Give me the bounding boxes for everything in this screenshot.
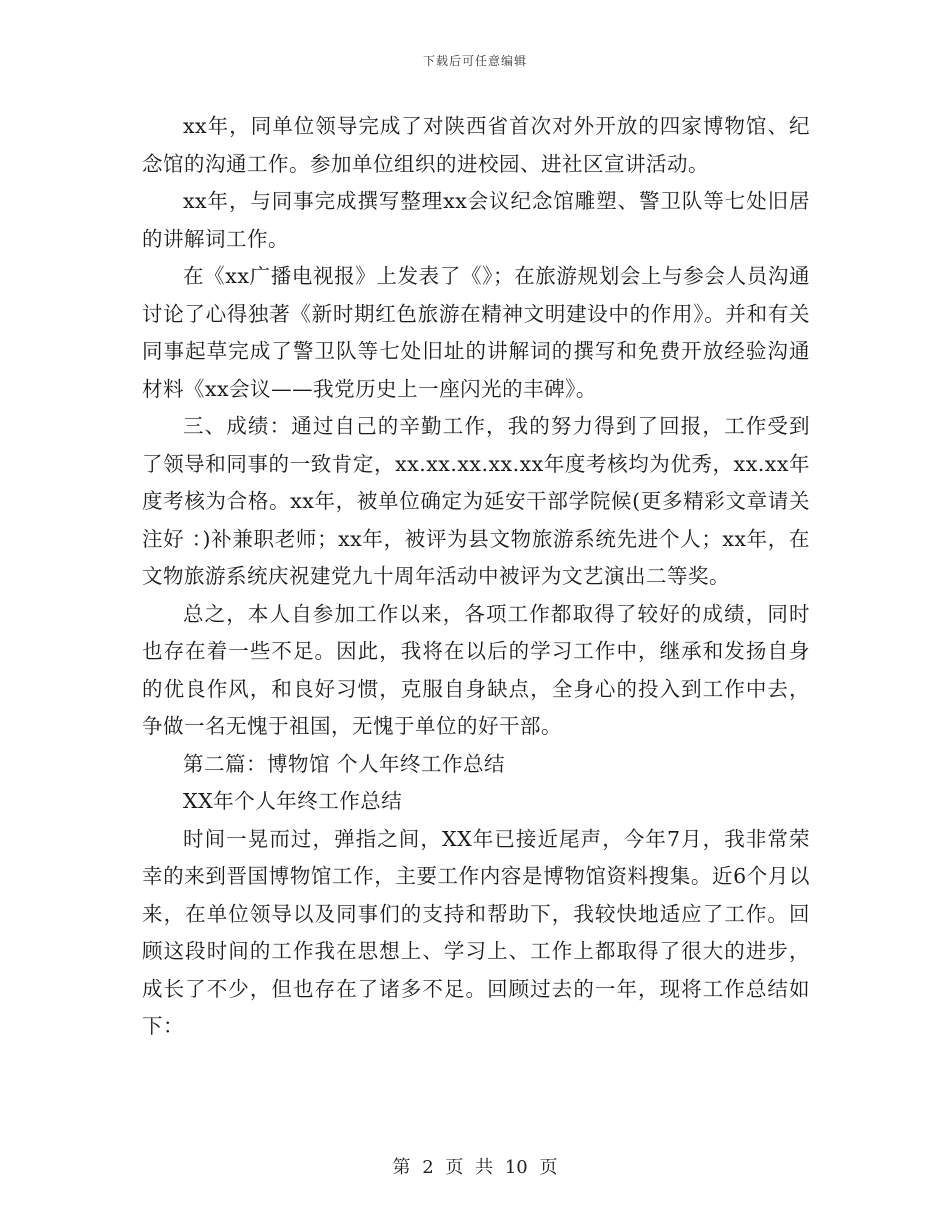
- paragraph: 在《xx广播电视报》上发表了《》；在旅游规划会上与参会人员沟通讨论了心得独著《新时期红色旅游在精神文明建设中的作用》。并和有关同事起草完成了警卫队等七处旧址的讲解词的撰写和免费开放经验沟通材料《xx会议——我党历史上一座闪光的丰碑》。: [142, 264, 810, 401]
- paragraph: xx年，同单位领导完成了对陕西省首次对外开放的四家博物馆、纪念馆的沟通工作。参加单位组织的进校园、进社区宣讲活动。: [142, 114, 810, 176]
- section-subtitle: XX年个人年终工作总结: [183, 789, 403, 813]
- section-heading: 第二篇：博物馆 个人年终工作总结: [183, 751, 506, 776]
- paragraph: 三、成绩：通过自己的辛勤工作，我的努力得到了回报，工作受到了领导和同事的一致肯定，xx.xx.xx.xx.xx年度考核均为优秀，xx.xx年度考核为合格。xx年，被单位确定为延安干部学院候(更多精彩文章请关注好 ：)补兼职老师；xx年，被评为县文物旅游系统先进个人；xx年，在文物旅游系统庆祝建党九十周年活动中被评为文艺演出二等奖。: [142, 414, 810, 588]
- paragraph: xx年，与同事完成撰写整理xx会议纪念馆雕塑、警卫队等七处旧居的讲解词工作。: [142, 189, 810, 251]
- page-number: 第 2 页 共 10 页: [392, 1157, 558, 1178]
- document-body: [142, 108, 810, 1046]
- page-header: 下载后可任意编辑: [422, 54, 527, 68]
- paragraph: 时间一晃而过，弹指之间，XX年已接近尾声，今年7月，我非常荣幸的来到晋国博物馆工作，主要工作内容是博物馆资料搜集。近6个月以来，在单位领导以及同事们的支持和帮助下，我较快地适应了工作。回顾这段时间的工作我在思想上、学习上、工作上都取得了很大的进步，成长了不少，但也存在了诸多不足。回顾过去的一年，现将工作总结如下：: [142, 826, 810, 1038]
- paragraph: 总之，本人自参加工作以来，各项工作都取得了较好的成绩，同时也存在着一些不足。因此，我将在以后的学习工作中，继承和发扬自身的优良作风，和良好习惯，克服自身缺点，全身心的投入到工作中去，争做一名无愧于祖国，无愧于单位的好干部。: [142, 601, 810, 738]
